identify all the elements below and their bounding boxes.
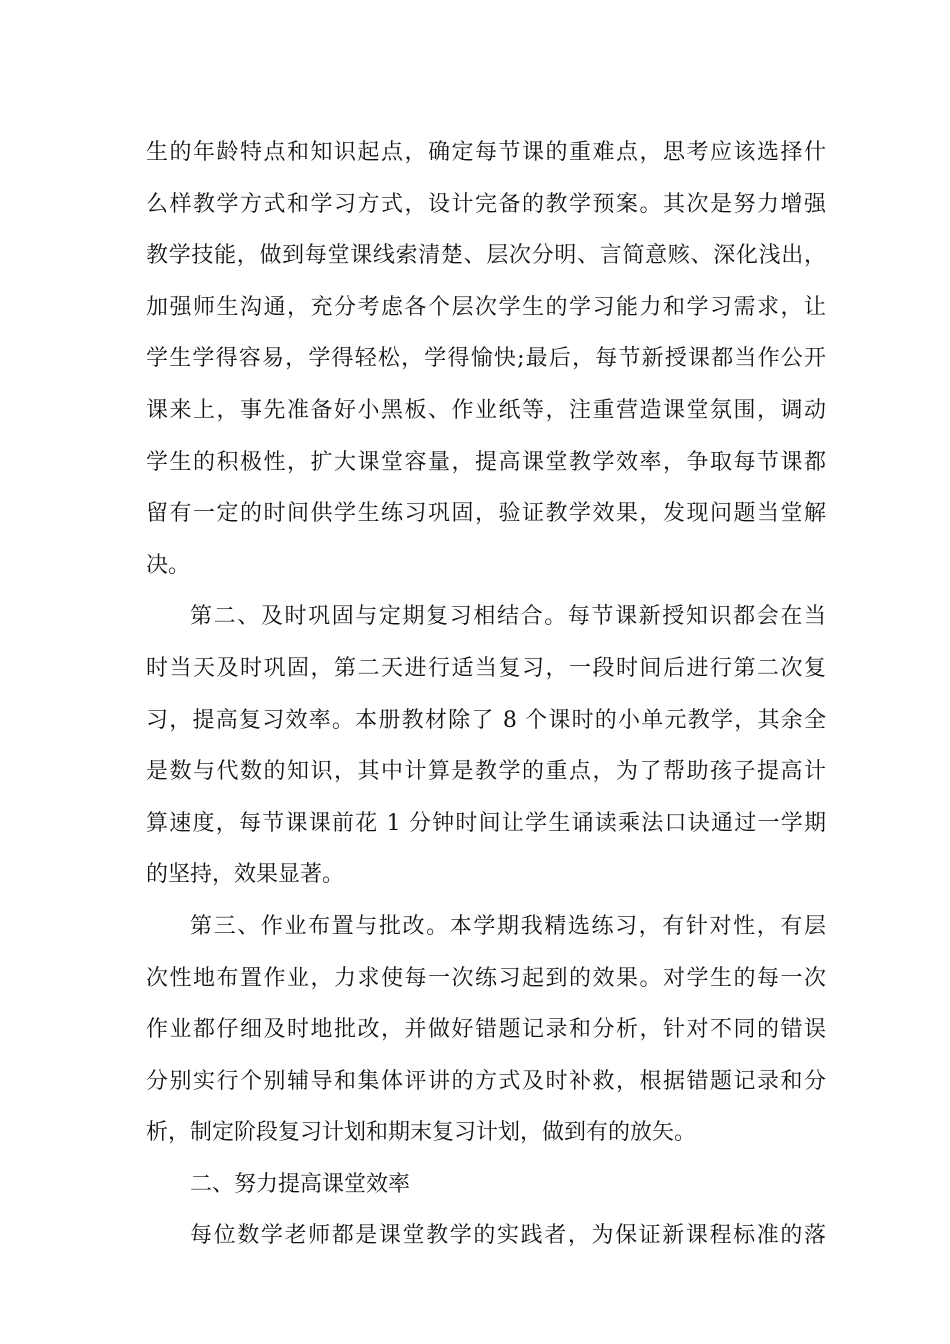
text-line: 算速度，每节课课前花 1 分钟时间让学生诵读乘法口诀通过一学期 [146, 810, 826, 836]
text-line: 教学技能，做到每堂课线索清楚、层次分明、言简意赅、深化浅出， [146, 243, 826, 269]
text-line: 分别实行个别辅导和集体评讲的方式及时补救，根据错题记录和分 [146, 1068, 826, 1094]
body-text [146, 127, 826, 1262]
text-line: 次性地布置作业，力求使每一次练习起到的效果。对学生的每一次 [146, 965, 826, 991]
text-line: 留有一定的时间供学生练习巩固，验证教学效果，发现问题当堂解 [146, 501, 826, 527]
text-line: 习，提高复习效率。本册教材除了 8 个课时的小单元教学，其余全 [146, 707, 826, 733]
text-line: 学生学得容易，学得轻松，学得愉快;最后，每节新授课都当作公开 [146, 346, 826, 372]
text-line: 课来上，事先准备好小黑板、作业纸等，注重营造课堂氛围，调动 [146, 397, 826, 423]
text-line: 的坚持，效果显著。 [146, 862, 345, 888]
paragraph-start-line: 第三、作业布置与批改。本学期我精选练习，有针对性，有层 [190, 913, 826, 939]
paragraph-start-line: 每位数学老师都是课堂教学的实践者，为保证新课程标准的落 [190, 1223, 826, 1249]
text-line: 是数与代数的知识，其中计算是教学的重点，为了帮助孩子提高计 [146, 759, 826, 785]
text-line: 时当天及时巩固，第二天进行适当复习，一段时间后进行第二次复 [146, 655, 826, 681]
text-line: 决。 [146, 552, 191, 578]
text-line: 学生的积极性，扩大课堂容量，提高课堂教学效率，争取每节课都 [146, 449, 826, 475]
text-line: 析，制定阶段复习计划和期末复习计划，做到有的放矢。 [146, 1120, 697, 1146]
text-line: 么样教学方式和学习方式，设计完备的教学预案。其次是努力增强 [146, 191, 826, 217]
text-line: 作业都仔细及时地批改，并做好错题记录和分析，针对不同的错误 [146, 1017, 826, 1043]
section-heading: 二、努力提高课堂效率 [190, 1171, 411, 1197]
text-line: 生的年龄特点和知识起点，确定每节课的重难点，思考应该选择什 [146, 140, 826, 165]
text-line: 加强师生沟通，充分考虑各个层次学生的学习能力和学习需求，让 [146, 294, 826, 320]
paragraph-start-line: 第二、及时巩固与定期复习相结合。每节课新授知识都会在当 [190, 604, 826, 630]
